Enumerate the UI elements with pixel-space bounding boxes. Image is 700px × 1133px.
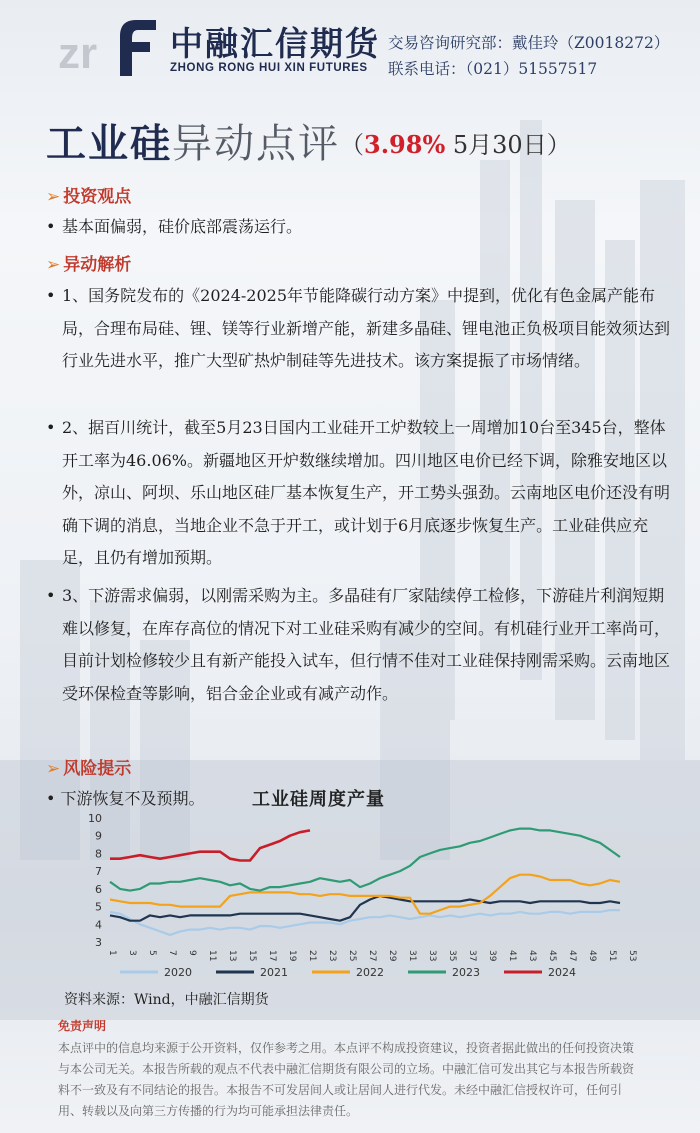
x-tick-label: 31	[407, 950, 417, 962]
analysis-item-1	[46, 280, 678, 378]
x-tick-label: 15	[247, 950, 257, 962]
section-risk	[46, 754, 131, 779]
x-tick-label: 13	[227, 950, 237, 962]
analysis-item-2	[46, 412, 678, 575]
bullet-icon: •	[46, 217, 56, 236]
x-tick-label: 33	[427, 950, 437, 962]
title-product: 工业硅	[46, 120, 172, 167]
x-tick-label: 37	[467, 950, 477, 962]
x-tick-label: 5	[147, 950, 157, 956]
x-tick-label: 29	[387, 950, 397, 962]
company-name-cn: 中融汇信期货	[170, 24, 380, 63]
contact-department: 交易咨询研究部：戴佳玲（Z0018272）	[388, 34, 670, 52]
section-analysis	[46, 250, 131, 275]
bullet-icon: •	[46, 286, 56, 305]
risk-text: 下游恢复不及预期。	[60, 789, 205, 808]
x-tick-label: 27	[367, 950, 377, 962]
section-title: 投资观点	[63, 187, 132, 207]
series-line-2021	[110, 896, 620, 921]
y-tick-label: 10	[88, 812, 102, 825]
data-source: 资料来源：Wind，中融汇信期货	[64, 992, 269, 1008]
y-tick-label: 8	[95, 847, 102, 861]
x-tick-label: 25	[347, 950, 357, 962]
x-tick-label: 21	[307, 950, 317, 962]
section-investment-view	[46, 182, 131, 207]
disclaimer-title: 免责声明	[58, 1019, 107, 1033]
view-paragraph	[46, 211, 678, 244]
contact-info	[388, 30, 669, 82]
weekly-output-chart	[80, 812, 640, 984]
y-tick-label: 9	[95, 829, 102, 843]
analysis-text: 2、据百川统计，截至5月23日国内工业硅开工炉数较上一周增加10台至345台，整体开工率为46.06%。新疆地区开炉数继续增加。四川地区电价已经下调，除雅安地区以外，凉山、阿坝、乐山地区硅厂基本恢复生产，开工势头强劲。云南地区电价还没有明确下调的消息，当地企业不急于开工，或计划于6月底逐步恢复生产。工业硅供应充足，且仍有增加预期。	[62, 418, 671, 567]
bullet-icon: •	[46, 789, 56, 808]
x-tick-label: 45	[547, 950, 557, 962]
report-header	[0, 0, 700, 92]
x-tick-label: 43	[527, 950, 537, 962]
y-tick-label: 3	[95, 936, 102, 949]
chart-title: 工业硅周度产量	[252, 789, 385, 810]
y-tick-label: 7	[95, 865, 102, 879]
svg-text:zr: zr	[58, 29, 98, 78]
legend-label-2022: 2022	[356, 966, 384, 979]
x-tick-label: 11	[207, 950, 217, 962]
title-change-percent: 3.98%	[364, 130, 446, 159]
arrow-icon: ➢	[46, 187, 61, 207]
x-tick-label: 49	[587, 950, 597, 962]
x-tick-label: 35	[447, 950, 457, 962]
view-text: 基本面偏弱，硅价底部震荡运行。	[62, 217, 303, 236]
y-tick-label: 6	[95, 882, 102, 896]
x-tick-label: 47	[567, 950, 577, 962]
x-tick-label: 39	[487, 950, 497, 962]
bullet-icon: •	[46, 586, 56, 605]
arrow-icon: ➢	[46, 759, 61, 779]
x-tick-label: 23	[327, 950, 337, 962]
bullet-icon: •	[46, 418, 56, 437]
x-tick-label: 9	[187, 950, 197, 956]
title-date: 5月30日）	[445, 131, 571, 159]
contact-phone: 联系电话：（021）51557517	[388, 60, 598, 78]
arrow-icon: ➢	[46, 255, 61, 275]
series-line-2020	[110, 910, 620, 935]
y-tick-label: 5	[95, 900, 102, 914]
series-line-2023	[110, 829, 620, 891]
analysis-item-3	[46, 580, 678, 710]
section-title: 异动解析	[63, 255, 132, 275]
title-subject: 异动点评	[172, 121, 340, 167]
x-tick-label: 7	[167, 950, 177, 956]
risk-paragraph	[46, 786, 205, 809]
legend-label-2023: 2023	[452, 966, 480, 979]
legend-label-2020: 2020	[164, 966, 192, 979]
analysis-text: 1、国务院发布的《2024-2025年节能降碳行动方案》中提到，优化有色金属产能布局，合理布局硅、锂、镁等行业新增产能，新建多晶硅、锂电池正负极项目能效须达到行业先进水平，推广大型矿热炉制硅等先进技术。该方案提振了市场情绪。	[62, 286, 671, 370]
y-tick-label: 4	[95, 918, 102, 932]
x-tick-label: 53	[627, 950, 637, 962]
x-tick-label: 19	[287, 950, 297, 962]
x-tick-label: 3	[127, 950, 137, 956]
disclaimer-text: 本点评中的信息均来源于公开资料，仅作参考之用。本点评不构成投资建议，投资者据此做出的任何投资决策与本公司无关。本报告所载的观点不代表中融汇信期货有限公司的立场。中融汇信可发出其它与本报告所载资料不一致及有不同结论的报告。本报告不可发居间人或让居间人进行代发。未经中融汇信授权许可，任何引用、转载以及向第三方传播的行为均可能承担法律责任。	[58, 1041, 635, 1118]
x-tick-label: 41	[507, 950, 517, 962]
report-title	[46, 112, 571, 169]
legend-label-2021: 2021	[260, 966, 288, 979]
analysis-text: 3、下游需求偏弱，以刚需采购为主。多晶硅有厂家陆续停工检修，下游硅片利润短期难以修复，在库存高位的情况下对工业硅采购有减少的空间。有机硅行业开工率尚可，目前计划检修较少且有新产能投入试车，但行情不佳对工业硅保持刚需采购。云南地区受环保检查等影响，铝合金企业或有减产动作。	[62, 586, 671, 703]
series-line-2024	[110, 830, 310, 860]
legend-label-2024: 2024	[548, 966, 576, 979]
x-tick-label: 17	[267, 950, 277, 962]
x-tick-label: 1	[107, 950, 117, 956]
company-logo-icon	[58, 12, 163, 78]
x-tick-label: 51	[607, 950, 617, 962]
company-name-en: ZHONG RONG HUI XIN FUTURES	[170, 62, 368, 74]
section-title: 风险提示	[63, 759, 132, 779]
title-paren-open: （	[340, 131, 364, 159]
